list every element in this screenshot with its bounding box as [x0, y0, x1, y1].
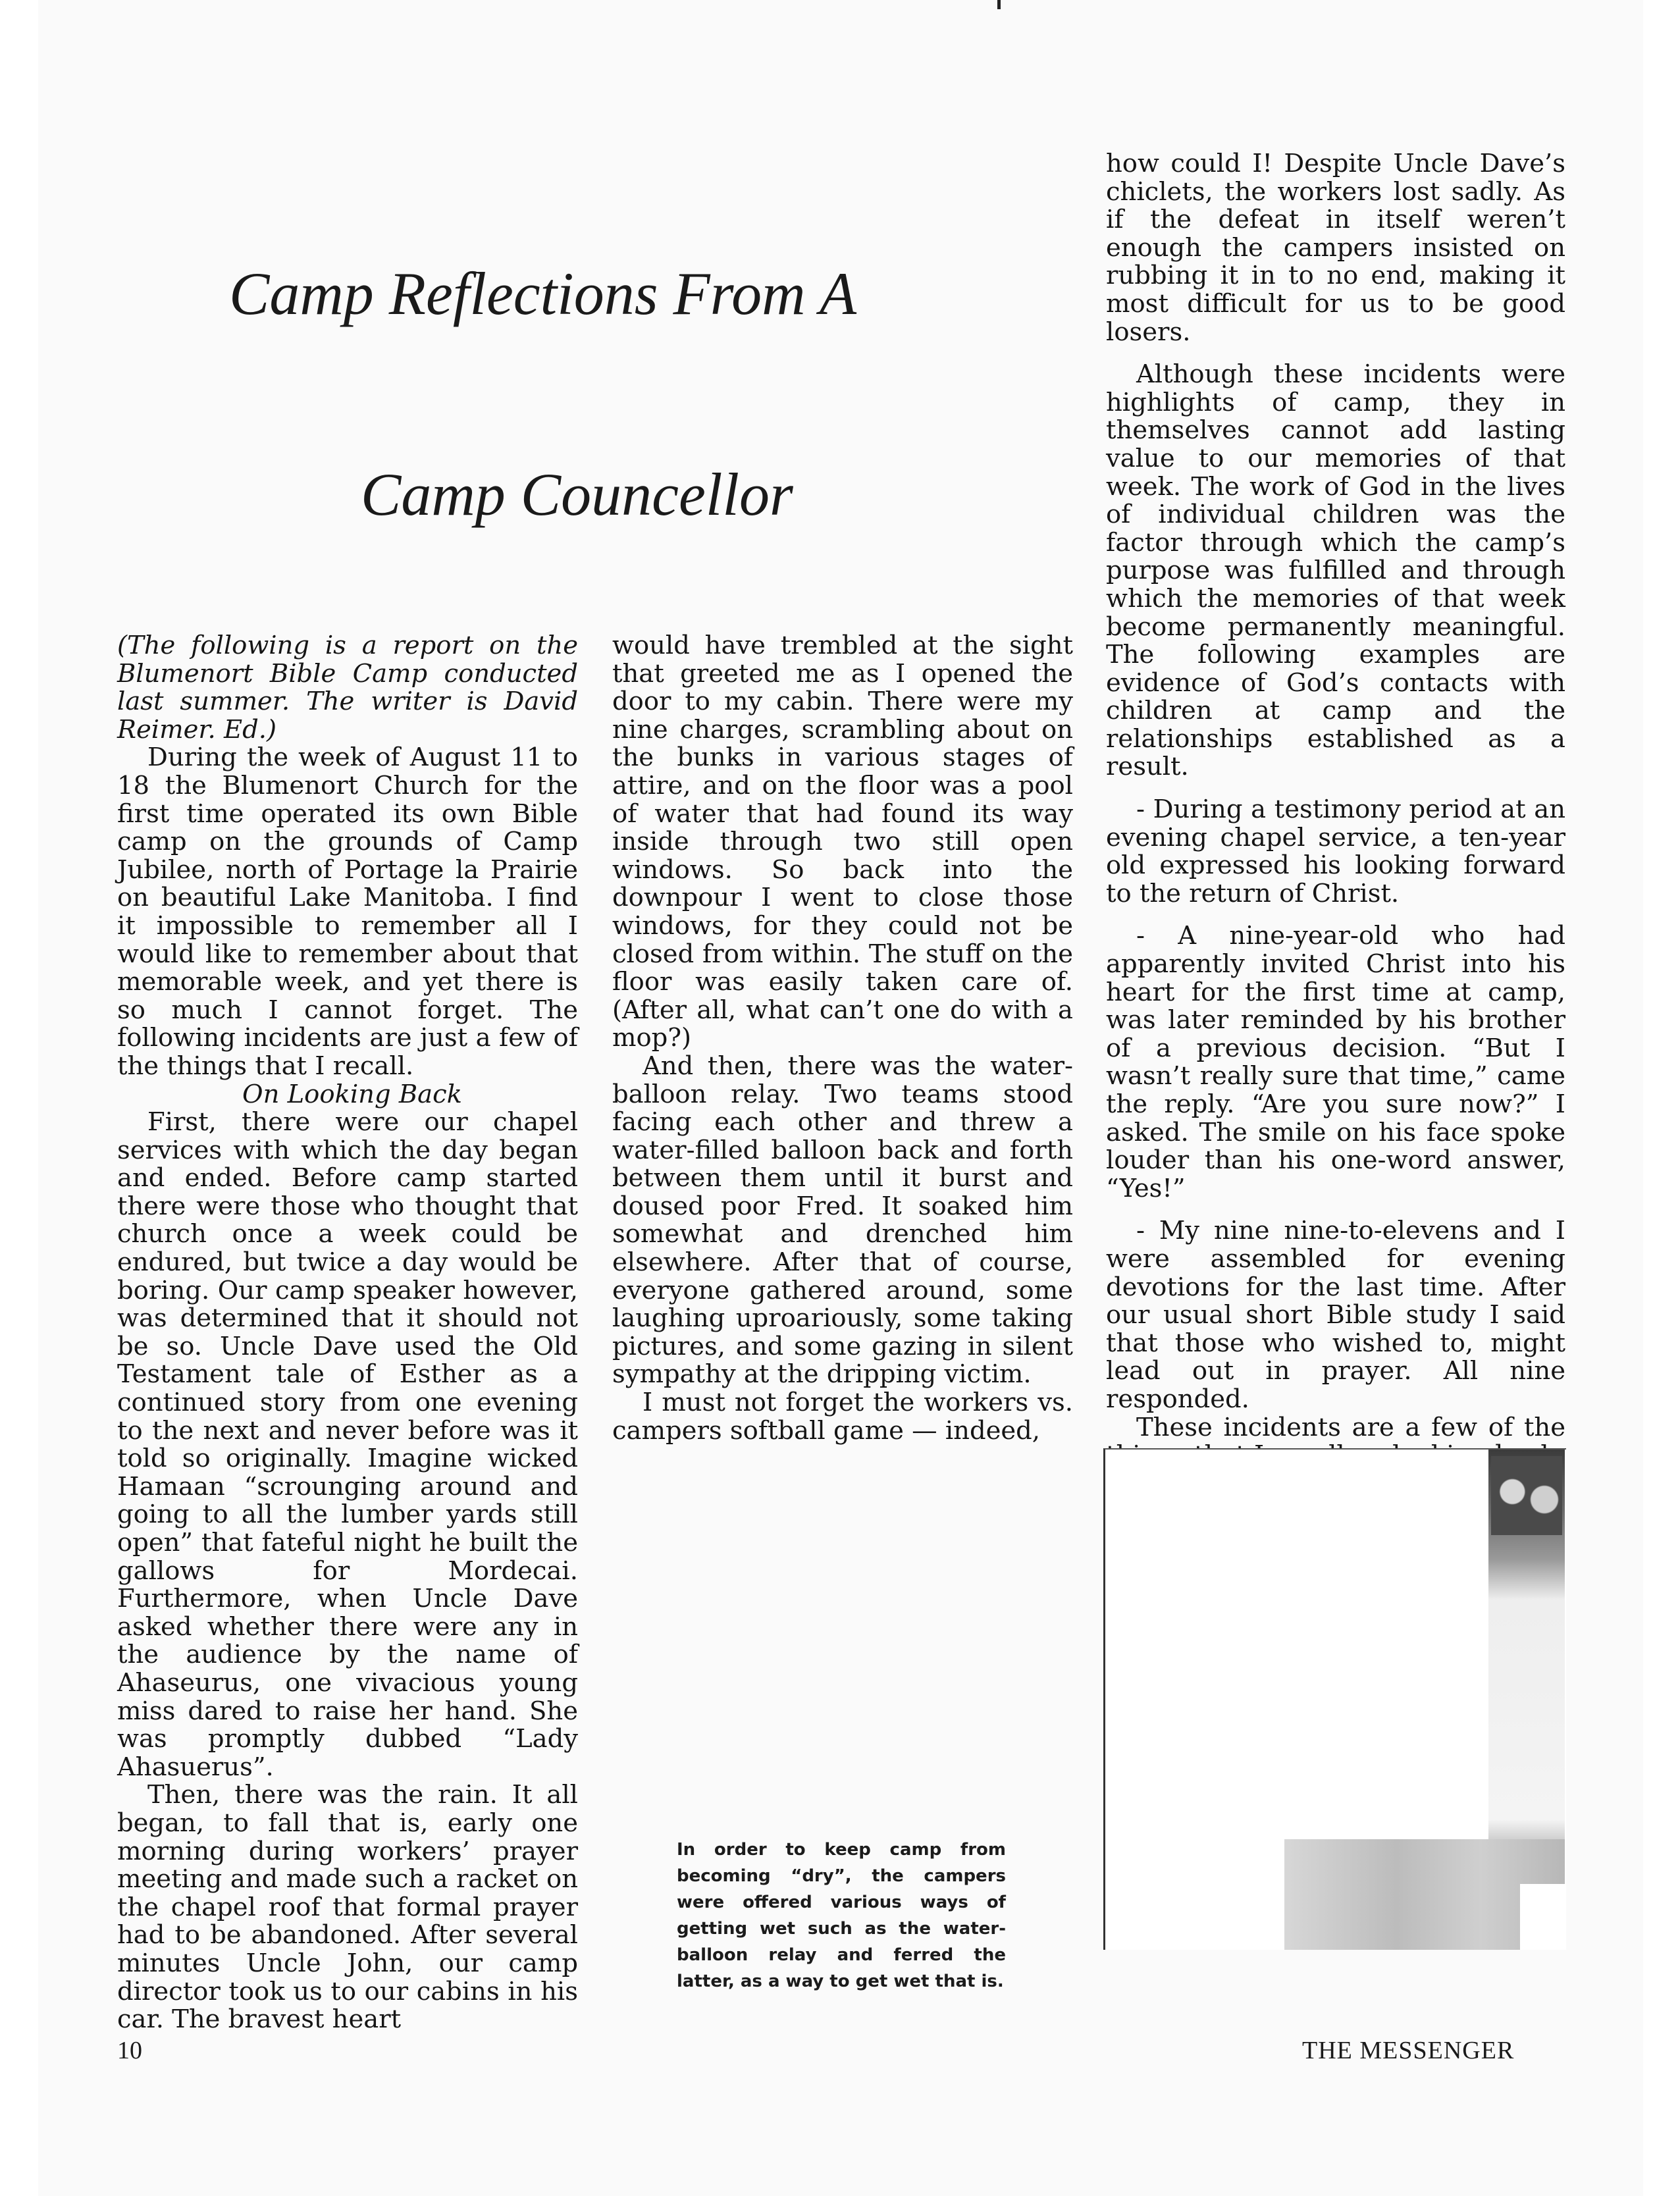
- paragraph: would have trembled at the sight that greeted me as I opened the door to my cabin. There were my nine charges, scrambling about on the bunks in various stages of attire, and on the floor was a pool of water that had found its way inside through two still open windows. So back into the downpour I went to close those windows, for they could not be closed from within. The stuff on the floor was easily taken care of. (After all, what can’t one do with a mop?): [612, 631, 1073, 1053]
- photo-caption: In order to keep camp from becoming “dry”, the campers were offered various ways of getting wet such as the water-balloon relay and ferred the latter, as a way to get wet that is.: [677, 1840, 1006, 1991]
- paragraph: - A nine-year-old who had apparently invited Christ into his heart for the first time at camp, was later reminded by his brother of a previous decision. “But I wasn’t really sure that time,” came the reply. “Are you sure now?” I asked. The smile on his face spoke louder than his one-word answer, “Yes!”: [1106, 921, 1565, 1203]
- paragraph: And then, there was the water-balloon relay. Two teams stood facing each other and threw a water-filled balloon back and forth between them until it burst and doused poor Fred. It soaked him somewhat and drenched him elsewhere. After that of course, everyone gathered around, some laughing uproariously, some taking pictures, and some gazing in silent sympathy at the dripping victim.: [612, 1051, 1073, 1390]
- column-3: [1106, 150, 1565, 1470]
- paragraph: These incidents are a few of the: [1136, 1412, 1565, 1442]
- paragraph: During the week of August 11 to 18 the Blumenort Church for the first time operated its own Bible camp on the grounds of Camp Jubilee, north of Portage la Prairie on beautiful Lake Manitoba. I find it impossible to remember all I would like to remember about that memorable week, and yet there is so much I cannot forget. The following incidents are just a few of the things that I recall.: [117, 743, 578, 1081]
- column-1: [117, 632, 578, 2034]
- editor-note: (The following is a report on the Blumenort Bible Camp conducted last summer. The writer is David Reimer. Ed.): [117, 631, 578, 745]
- paragraph: I must not forget the workers vs. campers softball game — indeed,: [612, 1388, 1073, 1446]
- column-2: [612, 632, 1073, 1445]
- registration-mark: [997, 0, 1001, 9]
- paragraph: Then, there was the rain. It all began, to fall that is, early one morning during workers’ prayer meeting and made such a racket on the chapel roof that formal prayer had to be abandoned. After several minutes Uncle John, our camp director took us to our cabins in his car. The bravest heart: [117, 1780, 578, 2035]
- photo-faces: [1491, 1456, 1562, 1535]
- paragraph: First, there were our chapel services with which the day began and ended. Before camp started there were those who thought that church once a week could be endured, but twice a day would be boring. Our camp speaker however, was determined that it should not be so. Uncle Dave used the Old Testament tale of Esther as a continued story from one evening to the next and never before was it told so originally. Imagine wicked Hamaan “scrounging around and going to all the lumber yards still open” that fateful night he built the gallows for Mordecai. Furthermore, when Uncle Dave asked whether there were any in the audience by the name of Ahaseurus, one vivacious young miss dared to raise her hand. She was promptly dubbed “Lady Ahasuerus”.: [117, 1107, 578, 1782]
- paragraph: Although these incidents were highlights of camp, they in themselves cannot add lasting value to our memories of that week. The work of God in the lives of individual children was the factor through which the camp’s purpose was fulfilled and through which the memories of that week become permanently meaningful. The following examples are evidence of God’s contacts with children at camp and the relationships established as a result.: [1106, 359, 1565, 782]
- paragraph: - My nine nine-to-elevens and I were assembled for evening devotions for the last time. After our usual short Bible study I said that those who wished to, might lead out in prayer. All nine responded.: [1106, 1216, 1565, 1414]
- article-title-line-1: Camp Reflections From A: [229, 260, 857, 327]
- paragraph: how could I! Despite Uncle Dave’s chiclets, the workers lost sadly. As if the defeat in itself weren’t enough the campers insisted on rubbing it in to no end, making it most difficult for us to be good losers.: [1106, 149, 1565, 347]
- photo-corner: [1520, 1884, 1565, 1950]
- photo: [1103, 1448, 1566, 1950]
- section-heading: On Looking Back: [242, 1079, 462, 1109]
- publication-name: THE MESSENGER: [1302, 2037, 1515, 2064]
- paragraph: - During a testimony period at an evening chapel service, a ten-year old expressed his looking forward to the return of Christ.: [1106, 795, 1565, 908]
- page-number: 10: [117, 2037, 142, 2064]
- article-title-line-2: Camp Councellor: [361, 461, 793, 528]
